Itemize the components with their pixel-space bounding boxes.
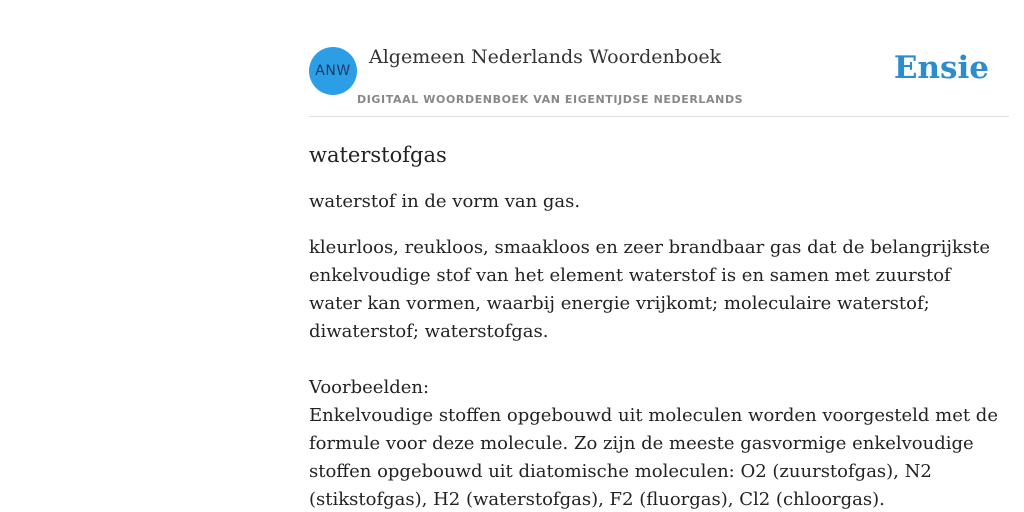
dictionary-subtitle: DIGITAAL WOORDENBOEK VAN EIGENTIJDSE NEDERLANDS [357, 93, 744, 106]
site-header [309, 40, 1009, 117]
long-definition [309, 234, 1009, 512]
examples-label: Voorbeelden: [309, 377, 430, 398]
logo-text: ANW [315, 63, 351, 79]
examples-text: Enkelvoudige stoffen opgebouwd uit moleculen worden voorgesteld met de formule voor deze molecule. Zo zijn de meeste gasvormige enkelvoudige stoffen opgebouwd uit diatomische moleculen: O2 (zuurstofgas), N2 (stikstofgas), H2 (waterstofgas), F2 (fluorgas), Cl2 (chloorgas). [309, 405, 998, 510]
dictionary-title[interactable]: Algemeen Nederlands Woordenboek [369, 46, 722, 68]
short-definition: waterstof in de vorm van gas. [309, 191, 581, 212]
ensie-brand-link[interactable]: Ensie [893, 50, 989, 86]
long-definition-text: kleurloos, reukloos, smaakloos en zeer brandbaar gas dat de belangrijkste enkelvoudige stof van het element waterstof is en samen met zuurstof water kan vormen, waarbij energie vrijkomt; moleculaire waterstof; diwaterstof; waterstofgas. [309, 237, 990, 342]
entry-content [309, 138, 1009, 512]
headword: waterstofgas [309, 143, 447, 167]
anw-logo[interactable] [309, 47, 357, 95]
